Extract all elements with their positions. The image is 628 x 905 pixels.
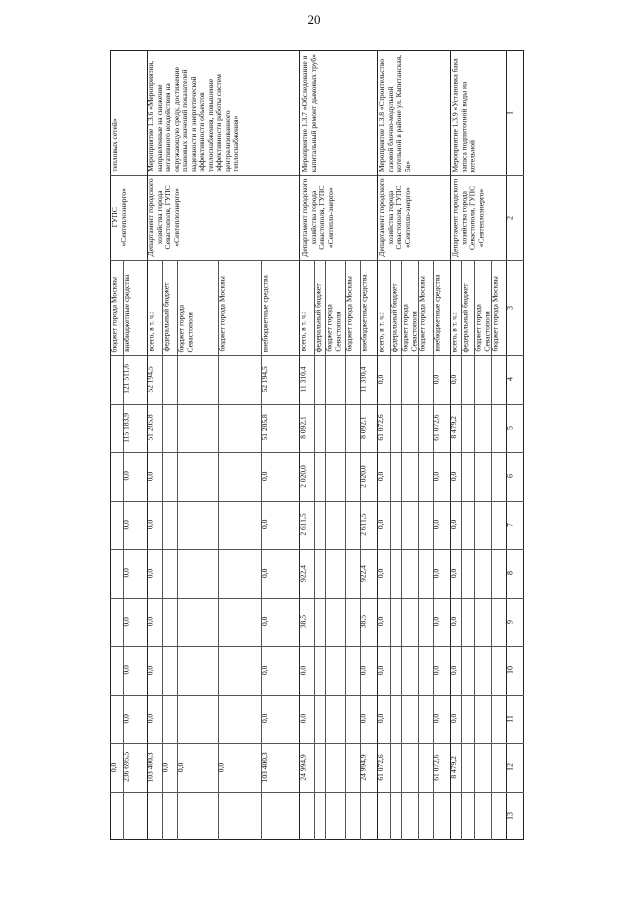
funding-source: всего, в т. ч.: xyxy=(298,311,308,352)
amount-cell: 0,0 xyxy=(121,568,131,578)
amount-cell xyxy=(401,403,418,452)
amount-cell xyxy=(401,646,418,695)
amount-cell xyxy=(401,500,418,549)
amount-cell: 0,0 xyxy=(216,762,226,772)
amount-cell: 0,0 xyxy=(375,520,385,530)
amount-cell xyxy=(314,549,325,598)
amount-cell xyxy=(325,452,344,501)
amount-cell: 24 994,9 xyxy=(298,754,308,781)
funding-source: бюджет города Москвы xyxy=(344,276,354,352)
amount-cell xyxy=(218,500,261,549)
funding-source: федеральный бюджет xyxy=(389,282,399,352)
amount-cell: 8 092,1 xyxy=(298,416,308,439)
funding-source: внебюджетные средства xyxy=(359,274,369,352)
amount-cell xyxy=(177,597,218,646)
amount-cell xyxy=(390,597,401,646)
amount-cell xyxy=(162,597,177,646)
column-header-2: 2 xyxy=(505,215,514,220)
amount-cell xyxy=(461,549,474,598)
amount-cell xyxy=(474,597,491,646)
amount-cell xyxy=(177,403,218,452)
amount-cell xyxy=(491,646,506,695)
amount-cell: 61 072,6 xyxy=(375,754,385,781)
column-header-5: 5 xyxy=(505,425,514,430)
amount-cell xyxy=(418,355,433,404)
column-header-8: 8 xyxy=(505,571,514,576)
column-header-11: 11 xyxy=(505,714,514,723)
amount-cell xyxy=(162,694,177,743)
funding-source: бюджет города Севастополя xyxy=(176,304,194,352)
amount-cell: 922,4 xyxy=(358,564,368,582)
amount-cell xyxy=(461,500,474,549)
amount-cell: 0,0 xyxy=(121,617,131,627)
amount-cell xyxy=(218,355,261,404)
amount-cell: 121 511,6 xyxy=(121,364,131,395)
amount-cell xyxy=(390,403,401,452)
amount-cell xyxy=(314,355,325,404)
amount-cell: 922,4 xyxy=(298,564,308,582)
amount-cell xyxy=(177,694,218,743)
amount-cell: 0,0 xyxy=(121,471,131,481)
amount-cell: 0,0 xyxy=(259,520,269,530)
amount-cell: 0,0 xyxy=(375,374,385,384)
amount-cell xyxy=(461,743,474,792)
amount-cell xyxy=(474,646,491,695)
amount-cell: 0,0 xyxy=(431,471,441,481)
amount-cell xyxy=(325,743,344,792)
responsible-executor: ГУПС «Севтеплоэнерго» xyxy=(110,188,128,247)
responsible-executor: Департамент городского хозяйства города Севастополя, ГУПС «Севтеплоэнерго» xyxy=(146,178,182,257)
column-header-3: 3 xyxy=(505,305,514,310)
amount-cell: 0,0 xyxy=(449,617,459,627)
amount-cell: 0,0 xyxy=(431,520,441,530)
activity-name: Мероприятие 1.3.8 «Строительство газовой блочно-модульной котельной в районе ул. Капитанская, 5в» xyxy=(376,54,412,172)
amount-cell xyxy=(474,452,491,501)
amount-cell xyxy=(418,452,433,501)
amount-cell: 52 194,5 xyxy=(259,366,269,393)
amount-cell xyxy=(418,549,433,598)
amount-cell xyxy=(325,549,344,598)
amount-cell xyxy=(461,452,474,501)
amount-cell: 0,0 xyxy=(145,617,155,627)
amount-cell xyxy=(177,646,218,695)
amount-cell: 0,0 xyxy=(375,665,385,675)
amount-cell xyxy=(314,597,325,646)
column-header-12: 12 xyxy=(505,763,514,772)
amount-cell: 0,0 xyxy=(259,617,269,627)
amount-cell: 115 183,9 xyxy=(121,412,131,443)
activity-name: Мероприятие 1.3.7 «Обследование и капитальный ремонт дымовых труб» xyxy=(299,53,317,172)
amount-cell: 103 400,3 xyxy=(145,752,155,783)
column-header-7: 7 xyxy=(505,522,514,527)
amount-cell xyxy=(390,500,401,549)
amount-cell xyxy=(177,500,218,549)
amount-cell xyxy=(325,597,344,646)
amount-cell: 24 994,9 xyxy=(358,754,368,781)
amount-cell: 0,0 xyxy=(298,665,308,675)
amount-cell xyxy=(491,452,506,501)
amount-cell xyxy=(325,355,344,404)
amount-cell xyxy=(218,694,261,743)
amount-cell xyxy=(474,743,491,792)
amount-cell xyxy=(177,549,218,598)
amount-cell xyxy=(390,549,401,598)
amount-cell xyxy=(314,403,325,452)
funding-source: внебюджетные средства xyxy=(260,274,270,352)
amount-cell: 0,0 xyxy=(375,617,385,627)
amount-cell: 0,0 xyxy=(259,568,269,578)
table-rule xyxy=(110,175,524,176)
table-rule xyxy=(110,839,524,840)
amount-cell xyxy=(325,500,344,549)
amount-cell xyxy=(325,403,344,452)
amount-cell xyxy=(345,549,360,598)
amount-cell xyxy=(345,743,360,792)
amount-cell: 0,0 xyxy=(358,665,368,675)
funding-source: всего, в т. ч.: xyxy=(376,311,386,352)
amount-cell xyxy=(491,694,506,743)
amount-cell xyxy=(461,694,474,743)
amount-cell xyxy=(474,403,491,452)
amount-cell xyxy=(491,355,506,404)
funding-source: бюджет города Москвы xyxy=(109,276,119,352)
amount-cell xyxy=(162,452,177,501)
amount-cell: 0,0 xyxy=(431,617,441,627)
amount-cell xyxy=(314,452,325,501)
amount-cell xyxy=(418,694,433,743)
amount-cell: 0,0 xyxy=(109,762,119,772)
amount-cell xyxy=(314,743,325,792)
amount-cell xyxy=(325,646,344,695)
amount-cell xyxy=(418,597,433,646)
amount-cell xyxy=(491,403,506,452)
amount-cell xyxy=(345,452,360,501)
amount-cell: 0,0 xyxy=(259,665,269,675)
funding-source: бюджет города Москвы xyxy=(417,276,427,352)
responsible-executor: Департамент городского хозяйства города Севастополя, ГУПС «Севтеплоэнерго» xyxy=(450,178,485,257)
amount-cell xyxy=(345,403,360,452)
amount-cell xyxy=(345,646,360,695)
amount-cell: 0,0 xyxy=(145,520,155,530)
responsible-executor: Департамент городского хозяйства города Севастополя, ГУПС «Севтепло-энерго» xyxy=(376,178,412,257)
amount-cell: 0,0 xyxy=(449,374,459,384)
amount-cell: 38,5 xyxy=(358,615,368,629)
amount-cell xyxy=(162,500,177,549)
amount-cell: 0,0 xyxy=(298,714,308,724)
funding-source: федеральный бюджет xyxy=(313,282,323,352)
amount-cell xyxy=(345,355,360,404)
amount-cell xyxy=(418,500,433,549)
funding-source: всего, в т. ч.: xyxy=(146,311,156,352)
amount-cell xyxy=(177,452,218,501)
amount-cell: 61 072,6 xyxy=(375,414,385,441)
amount-cell xyxy=(390,646,401,695)
amount-cell xyxy=(390,452,401,501)
amount-cell xyxy=(461,646,474,695)
amount-cell xyxy=(401,452,418,501)
amount-cell: 2 020,0 xyxy=(298,464,308,488)
amount-cell: 2 611,5 xyxy=(298,513,308,536)
amount-cell: 0,0 xyxy=(259,471,269,481)
amount-cell xyxy=(491,597,506,646)
table-rule xyxy=(110,260,524,261)
amount-cell: 0,0 xyxy=(160,762,170,772)
activity-name: Мероприятие 1.3.9 «Установка бака запаса подпиточной воды на котельной xyxy=(450,57,477,172)
amount-cell xyxy=(390,694,401,743)
amount-cell: 0,0 xyxy=(121,665,131,675)
amount-cell: 8 092,1 xyxy=(358,416,368,439)
amount-cell xyxy=(345,694,360,743)
amount-cell xyxy=(461,403,474,452)
amount-cell xyxy=(314,646,325,695)
amount-cell xyxy=(390,355,401,404)
amount-cell xyxy=(390,743,401,792)
amount-cell xyxy=(218,646,261,695)
funding-source: федеральный бюджет xyxy=(161,282,171,352)
amount-cell: 11 310,4 xyxy=(358,366,368,393)
amount-cell xyxy=(162,549,177,598)
amount-cell: 0,0 xyxy=(121,520,131,530)
funding-source: внебюджетные средства xyxy=(122,274,132,352)
amount-cell: 51 205,8 xyxy=(259,414,269,441)
amount-cell: 0,0 xyxy=(145,665,155,675)
amount-cell: 236 695,5 xyxy=(121,752,131,783)
amount-cell xyxy=(401,694,418,743)
column-header-4: 4 xyxy=(505,377,514,382)
amount-cell: 0,0 xyxy=(449,568,459,578)
amount-cell xyxy=(401,743,418,792)
amount-cell: 0,0 xyxy=(431,714,441,724)
column-header-13: 13 xyxy=(505,811,514,820)
amount-cell xyxy=(218,549,261,598)
amount-cell: 2 611,5 xyxy=(358,513,368,536)
amount-cell: 0,0 xyxy=(259,714,269,724)
amount-cell xyxy=(474,694,491,743)
amount-cell xyxy=(218,452,261,501)
amount-cell xyxy=(418,403,433,452)
amount-cell xyxy=(314,500,325,549)
funding-source: внебюджетные средства xyxy=(432,274,442,352)
amount-cell xyxy=(314,694,325,743)
column-header-10: 10 xyxy=(505,666,514,675)
amount-cell: 2 020,0 xyxy=(358,464,368,488)
amount-cell xyxy=(418,743,433,792)
amount-cell: 0,0 xyxy=(358,714,368,724)
amount-cell: 52 194,5 xyxy=(145,366,155,393)
amount-cell: 0,0 xyxy=(431,665,441,675)
amount-cell xyxy=(474,500,491,549)
amount-cell: 8 479,2 xyxy=(449,755,459,779)
activity-name: Мероприятие 1.3.6 «Мероприятия, направленные на снижение негативного воздействия на окружающую среду, достижение плановых значений показателей надежности и энергетической эффективности объектов теплоснабжения, повышение эффективности работы систем централизованного теплоснабжения» xyxy=(146,61,241,173)
amount-cell xyxy=(491,743,506,792)
amount-cell: 38,5 xyxy=(298,615,308,629)
amount-cell xyxy=(474,549,491,598)
amount-cell: 61 072,6 xyxy=(431,754,441,781)
amount-cell xyxy=(491,500,506,549)
amount-cell xyxy=(418,646,433,695)
amount-cell: 0,0 xyxy=(375,568,385,578)
column-header-9: 9 xyxy=(505,619,514,624)
amount-cell: 0,0 xyxy=(375,714,385,724)
amount-cell: 0,0 xyxy=(175,762,185,772)
amount-cell: 0,0 xyxy=(121,714,131,724)
responsible-executor: Департамент городского хозяйства города Севастополя, ГУПС «Севтепло-энерго» xyxy=(299,178,334,257)
amount-cell: 11 310,4 xyxy=(298,366,308,393)
table-rule xyxy=(110,50,524,51)
funding-source: бюджет города Москвы xyxy=(217,276,227,352)
funding-source: федеральный бюджет xyxy=(460,282,470,352)
amount-cell: 0,0 xyxy=(449,471,459,481)
amount-cell xyxy=(218,403,261,452)
funding-source: бюджет города Севастополя xyxy=(473,304,491,352)
funding-source: всего, в т. ч.: xyxy=(449,311,459,352)
column-header-1: 1 xyxy=(505,110,514,115)
amount-cell: 8 479,2 xyxy=(449,416,459,439)
funding-source: бюджет города Севастополя xyxy=(400,304,418,352)
amount-cell: 0,0 xyxy=(449,714,459,724)
amount-cell: 61 072,6 xyxy=(431,414,441,441)
amount-cell xyxy=(401,355,418,404)
amount-cell xyxy=(162,646,177,695)
activity-name: тепловых сетей» xyxy=(110,118,120,172)
amount-cell xyxy=(345,500,360,549)
amount-cell: 103 400,3 xyxy=(259,752,269,783)
amount-cell xyxy=(218,597,261,646)
amount-cell: 51 205,8 xyxy=(145,414,155,441)
amount-cell xyxy=(491,549,506,598)
amount-cell: 0,0 xyxy=(431,568,441,578)
amount-cell: 0,0 xyxy=(449,520,459,530)
amount-cell: 0,0 xyxy=(145,714,155,724)
amount-cell: 0,0 xyxy=(449,665,459,675)
amount-cell xyxy=(401,597,418,646)
amount-cell: 0,0 xyxy=(145,471,155,481)
amount-cell xyxy=(461,355,474,404)
budget-table xyxy=(110,50,524,840)
column-header-6: 6 xyxy=(505,474,514,479)
amount-cell: 0,0 xyxy=(431,374,441,384)
amount-cell xyxy=(401,549,418,598)
funding-source: бюджет города Севастополя xyxy=(324,304,343,352)
amount-cell xyxy=(325,694,344,743)
amount-cell: 0,0 xyxy=(375,471,385,481)
page-number: 20 xyxy=(307,12,321,27)
amount-cell xyxy=(461,597,474,646)
amount-cell xyxy=(345,597,360,646)
funding-source: бюджет города Москвы xyxy=(490,276,500,352)
amount-cell xyxy=(177,355,218,404)
amount-cell xyxy=(162,403,177,452)
amount-cell xyxy=(474,355,491,404)
amount-cell: 0,0 xyxy=(145,568,155,578)
amount-cell xyxy=(162,355,177,404)
